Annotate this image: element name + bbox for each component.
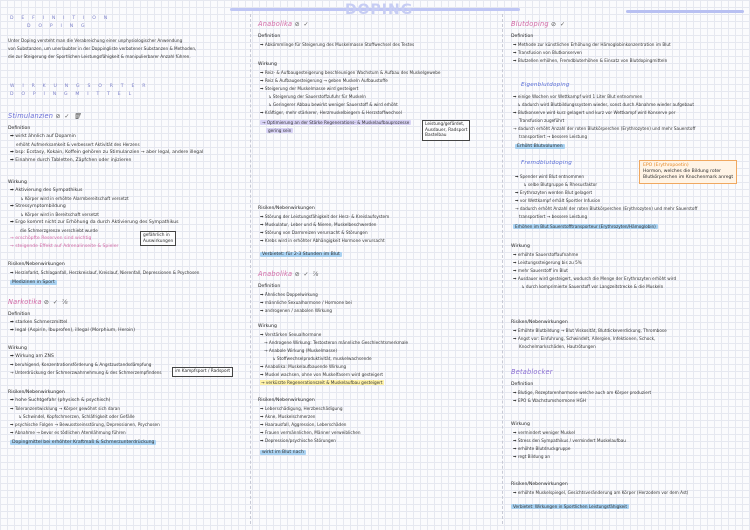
narkotika-risiken-line: ➡ psychische Folgen → Bewusstseinsstörung, Depressionen, Psychosen — [10, 422, 160, 427]
betablocker-badge — [511, 504, 629, 510]
fremdblut-line: transportiert → bessere Leistung — [519, 214, 588, 219]
anabolika-wirkung-line: ➡ Steigerung der Muskelmasse wird gesteigert — [260, 86, 359, 91]
blutdoping-risiken-line: Knochelmarkschäden, Hautrötungen — [519, 344, 596, 349]
anabolika-wirkung-line: ➡ Kräftiger, mehr stärkerer, Herzmuskelbiegern & Herzstoffwechsel — [260, 110, 402, 115]
blutdoping-icons: ⊘ ✓ — [551, 21, 566, 28]
epo-note-line: Blutkörperchen im Knochenmark anregt — [643, 175, 734, 180]
definition-title: D E F I N I T I O N — [10, 16, 111, 21]
eigenblut-line: ↳ dadurch wird Blutbildungssystem wieder, sonst durch Abnahme wieder aufgebaut — [517, 102, 694, 107]
betablocker-wirkung-line: ➡ regt Bildung an — [513, 454, 551, 459]
narkotika-line: ➡ legal (Aspirin, Ibuprofen), illegal (Morphium, Heroin) — [10, 328, 136, 333]
eigenblut-line: ➡ einige Wochen vor Wettkampf wird 1 Liter Blut entnommen — [513, 94, 643, 99]
blutdoping-wirkung-line: ↳ durch komprimierte Sauerstoff vor Langzeitstrecke & die Muskeln — [521, 284, 664, 289]
anabolika2-risiken-line: ➡ Depression/psychische Störungen — [260, 438, 336, 443]
definition-subtitle: D O P I N G — [27, 24, 88, 29]
fremdblut-heading: Fremdblutdoping — [521, 160, 572, 166]
anabolika2-wirkung-line: ➡ Muskel wachsen, ohne von Muskelfasern wird gesteigert — [260, 372, 383, 377]
stimulanzien-icons: ⊘ ✓ 🗑 — [55, 113, 82, 120]
narkotika-risiken-label: Risiken/Nebenwirkungen — [8, 390, 65, 395]
stimulanzien-note-line: Auswirkungen — [143, 238, 174, 244]
anabolika-wirkung-line: ↳ Geringerer Abbau bewirkt weniger Sauerstoff & wird erhöht — [268, 102, 398, 107]
anabolika-risiken-label: Risiken/Nebenwirkungen — [258, 206, 315, 211]
anabolika-heading — [258, 20, 310, 28]
anabolika2-icons: ⊘ ✓ ⅞ — [294, 271, 320, 278]
stimulanzien-badge — [10, 280, 57, 286]
column-2 — [252, 0, 502, 530]
blutdoping-definition-line: ➡ Transfusion von Blutkonserven — [513, 50, 582, 55]
eigenblut-heading: Eigenblutdoping — [521, 82, 570, 88]
betablocker-wirkung-line: ➡ erhöhte Blutdruckgruppe — [513, 446, 571, 451]
stimulanzien-wirkung-label: Wirkung — [8, 180, 27, 185]
blutdoping-risiken-line: ➡ Angst vor: Einfuhrung, Schwindelt, Allergien, Infektionen, Schock, — [513, 336, 656, 341]
stimulanzien-risiken-label: Risiken/Nebenwirkungen — [8, 262, 65, 267]
narkotika-note-box: im Kampfsport / Radsport — [172, 367, 233, 377]
anabolika2-heading — [258, 270, 319, 278]
eigenblut-line: ➡ Blutkonserve wird kurz gelagert und kurz vor Wettkampf wird Konserve per — [513, 110, 676, 115]
anabolika-definition-label: Definition — [258, 34, 281, 39]
anabolika-note-box — [422, 120, 470, 141]
narkotika-risiken-line: ➡ hohe Suchtgefahr (physisch & psychisch) — [10, 398, 111, 403]
narkotika-risiken-line: ↳ Schwindel, Kopfschmerzen, Schläfrigkeit oder Gefälle — [18, 414, 135, 419]
definition-line: die zur Steigerung der Sportlichen Leistungsfähigkeit & manipulierbarer Anzahl führen. — [8, 54, 191, 59]
anabolika-badge — [260, 252, 342, 258]
stimulanzien-wirkung-line: die Schmerzgrenze verschiebt wurde — [20, 228, 98, 233]
wirkorte-title: W I R K U N G S O R T E R — [10, 84, 149, 89]
narkotika-risiken-line: ➡ Toleranzentwicklung → Körper gewöhnt sich daran — [10, 406, 121, 411]
anabolika2-risiken-line: ➡ Frauen vermännlichen, Männer verweiblichen — [260, 430, 361, 435]
narkotika-badge — [10, 440, 156, 446]
anabolika2-risiken-line: ➡ Leberschädigung, Herzbeschädigung — [260, 406, 343, 411]
stimulanzien-note-line: gefährlich in — [143, 233, 170, 238]
eigenblut-line: transportiert → bessere Leistung — [519, 134, 588, 139]
blutdoping-risiken-label: Risiken/Nebenwirkungen — [511, 320, 568, 325]
epo-note-heading: EPO (Erythropoetin) — [643, 163, 689, 168]
stimulanzien-line: ➡ wirkt ähnlich auf Dopamin — [10, 134, 76, 139]
blutdoping-wirkung-line: ➡ Ausdauer wird gesteigert, wodurch die Menge der Erythrozyten erhöht wird — [513, 276, 677, 281]
anabolika2-wirkung-line: ➡ Verstärken Sexualhormone — [260, 332, 322, 337]
stimulanzien-line: ➡ Einahme durch Tabletten, Zäpfchen oder injizieren — [10, 158, 132, 163]
stimulanzien-wirkung-line: ↳ Körper wird in erhöhte Alarmbereitschaft versetzt — [20, 196, 129, 201]
fremdblut-badge — [513, 224, 658, 230]
anabolika2-wirkung-line: ➡ Anabolika: Muskelaufbauende Wirkung — [260, 364, 347, 369]
eigenblut-tag-text: Erhöht Blutvolumen — [517, 144, 563, 149]
narkotika-icons: ⊘ ✓ ⅞ — [43, 299, 69, 306]
betablocker-risiken-label: Risiken/Nebenwirkungen — [511, 482, 568, 487]
fremdblut-badge-text: Erhöhen im Blut Sauerstofftransporteur (Erythrozyten/Hämoglobin) — [515, 224, 656, 229]
blutdoping-heading — [511, 20, 566, 28]
anabolika2-wirkung-line: ↳ Stoffwechselproduktivität, muskelwachsende — [272, 356, 372, 361]
stimulanzien-wirkung-line: ↳ Körper wird in Bereitschaft versetzt — [20, 212, 99, 217]
narkotika-wirkung-line: ➡ Wirkung am ZNS — [10, 354, 54, 359]
anabolika-note-line: Leistung/gefärdet, — [425, 122, 465, 127]
eigenblut-line: → dadurch erhöht Anzahl der roten Blutkörperchen (Erythrozyten) und mehr Sauerstoff — [513, 126, 696, 131]
anabolika-wirkung-line: ➡ Reiz & Aufbaugesteigerung → geben Muskeln Aufbaustoffe — [260, 78, 388, 83]
stimulanzien-heading-text: Stimulanzien — [8, 112, 54, 120]
stimulanzien-heading — [8, 112, 82, 120]
anabolika2-wirkung-line: → Androgene Wirkung: Testosteron männliche Geschlechtsmerkmale — [264, 340, 409, 345]
stimulanzien-wirkung-line: ➡ Ergo kommt nicht zur Erhöhung da durch Aktivierung des Sympathikus — [10, 220, 179, 225]
stimulanzien-note-box — [140, 231, 176, 246]
page-title: DOPING — [345, 2, 414, 18]
betablocker-wirkung-line: ➡ Stress den Sympathikus / vermindert Muskelaufbau — [513, 438, 626, 443]
narkotika-wirkung-line: ➡ beruhigend, Konzentrationsförderung & Angstzustandsdämpfung — [10, 362, 152, 367]
anabolika-highlight — [266, 128, 293, 134]
anabolika-wirkung-line: ➡ Reiz- & Aufbaugesteigerung beschleunigen Wachstum & Aufbau des Muskelgewebe — [260, 70, 441, 75]
anabolika-definition-line: ➡ Abkömmlinge für Steigerung des Muskelmasse Stoffwechsel des Testes — [260, 42, 415, 47]
betablocker-badge-text: Verbietet: Wirkungen in Sportlichen Leistungsfähigkeit — [513, 504, 627, 509]
narkotika-heading — [8, 298, 69, 306]
anabolika2-risiken-label: Risiken/Nebenwirkungen — [258, 398, 315, 403]
eigenblut-tag — [515, 144, 565, 150]
narkotika-heading-text: Narkotika — [8, 298, 42, 306]
stimulanzien-line: erhöht Aufmerksamkeit & verbessert Aktivität des Herzens — [16, 142, 140, 147]
narkotika-wirkung-label: Wirkung — [8, 346, 27, 351]
blutdoping-heading-text: Blutdoping — [511, 20, 549, 28]
narkotika-wirkung-line: → Unterdrückung der Schmerzwahrnehmung & des Schmerzempfindens — [10, 370, 162, 375]
anabolika-risiken-line: ➡ Störung der Leistungsfähigkeit der Herz- & Kreislaufsystem — [260, 214, 390, 219]
betablocker-wirkung-label: Wirkung — [511, 422, 530, 427]
anabolika-wirkung-label: Wirkung — [258, 62, 277, 67]
fremdblut-line: ➡ Spender wird Blut entnommen — [515, 174, 585, 179]
anabolika-highlight-text: gering sein — [268, 128, 292, 133]
anabolika2-definition-line: ➡ androgenen / anabolen Wirkung — [260, 308, 333, 313]
anabolika2-definition-line: ➡ männliche Sexualhormone / Hormone bei — [260, 300, 352, 305]
anabolika-risiken-line: ➡ Krebs wird in erhöhter Abhängigkeit Hormone verursacht — [260, 238, 385, 243]
stimulanzien-wirkung-line: → erschöpfte Reserven sind wichtig — [10, 236, 92, 241]
fremdblut-line: ➡ Erythrozyten werden Blut gelagert — [515, 190, 593, 195]
stimulanzien-wirkung-line: ➡ Stressymptombildung — [10, 204, 66, 209]
stimulanzien-wirkung-line: → steigende Effekt auf Adrenalinseite & Spieler — [10, 244, 119, 249]
anabolika-wirkung-line: ↳ Steigerung der Sauerstoffzufuhr für Muskeln — [268, 94, 366, 99]
epo-note-line: Hormon, welches die Bildung roter — [643, 169, 721, 174]
anabolika2-badge — [260, 450, 306, 456]
anabolika-badge-text: Verbietet: für 2-3 Stunden im Blut — [262, 252, 340, 257]
narkotika-line: ➡ starken Schmerzmittel — [10, 320, 68, 325]
anabolika2-wirkung-label: Wirkung — [258, 324, 277, 329]
narkotika-definition-label: Definition — [8, 312, 31, 317]
epo-note — [639, 160, 737, 184]
stimulanzien-definition-label: Definition — [8, 126, 31, 131]
betablocker-heading: Betablocker — [511, 368, 553, 376]
blutdoping-wirkung-line: ➡ Leistungssteigerung bis zu 5% — [513, 260, 582, 265]
wirkorte-subtitle: D O P I N G M I T T E L — [10, 92, 135, 97]
column-3 — [505, 0, 750, 530]
blutdoping-risiken-line: ➡ Erhöhte Blutbildung → Blut Viskosität, Blutdickeverdickung, Thrombose — [513, 328, 667, 333]
anabolika-note-line: Ausdauer, Radsport — [425, 127, 468, 133]
anabolika2-wirkung-line: → Anabole Wirkung (Muskelmasse) — [264, 348, 338, 353]
anabolika-note-line: Bastelbau — [425, 133, 447, 138]
anabolika-risiken-line: ➡ Störung von Darmreizen verursacht & Störungen — [260, 230, 368, 235]
definition-line: Unter Doping versteht man die Verabreichung einer unphysiologischer Anwendung — [8, 38, 183, 43]
betablocker-risiken-line: ➡ erhöhte Muskelspiegel, Gesichtsveränderung am Körper (Herzodem vor dem Ast) — [513, 490, 689, 495]
betablocker-definition-line: ➡ Blutige, Rezeptorenhormone welche auch am Körper produziert — [513, 390, 652, 395]
anabolika-highlight — [260, 120, 411, 126]
betablocker-definition-label: Definition — [511, 382, 534, 387]
anabolika2-definition-line: ➡ Ähnliches Doppelwirkung — [260, 292, 318, 297]
anabolika2-definition-label: Definition — [258, 284, 281, 289]
narkotika-badge-text: Dopingmittel bei erhöhter Kraftmaß & Schmerzunterdrückung — [12, 440, 155, 445]
stimulanzien-risiken-line: ➡ Herzinfarkt, Schlaganfall, Herzkreislauf, Kreislauf, Nierenfall, Depressionen & Psychosen — [10, 270, 200, 275]
anabolika-heading-text: Anabolika — [258, 20, 293, 28]
anabolika2-heading-text: Anabolika — [258, 270, 293, 278]
anabolika2-risiken-line: ➡ Akne, Muskelschmerzen — [260, 414, 316, 419]
stimulanzien-wirkung-line: ➡ Aktivierung des Sympathikus — [10, 188, 83, 193]
blutdoping-wirkung-line: ➡ erhöhte Sauerstoffaufnahme — [513, 252, 579, 257]
betablocker-definition-line: ➡ EPO & Wachstumshormone HGH — [513, 398, 586, 403]
stimulanzien-badge-text: Medizinen in Sport — [12, 280, 55, 285]
column-divider-2 — [502, 14, 503, 524]
column-1 — [0, 0, 250, 530]
stimulanzien-line: ➡ bsp: Ecstasy, Kokain, Koffein gehören zu Stimulanzien → aber legal, andere illegal — [10, 150, 204, 155]
fremdblut-line: → dadurch erhöht Anzahl der roten Blutkörperchen (Erythrozyten) und mehr Sauerstoff — [515, 206, 698, 211]
narkotika-risiken-line: ➡ Abnahme → bevor es tödlichen Atemlähmung führen — [10, 430, 126, 435]
fremdblut-line: ↳ selbe Blutgruppe & Rhesusfaktor — [523, 182, 598, 187]
anabolika2-badge-text: wirkt im Blut nach — [262, 450, 304, 455]
blutdoping-wirkung-line: ➡ mehr Sauerstoff im Blut — [513, 268, 568, 273]
betablocker-wirkung-line: ➡ vermindert weniger Muskel — [513, 430, 575, 435]
blutdoping-definition-line: ➡ Blutzellen erhöhen, Fremdbluterhöhen & Einsatz von Blutdopingmitteln — [513, 58, 668, 63]
blutdoping-wirkung-label: Wirkung — [511, 244, 530, 249]
anabolika2-wirkung-line — [260, 380, 384, 386]
eigenblut-line: Transfusion zugeführt — [519, 118, 565, 123]
fremdblut-line: ➡ vor Wettkampf erhält Sportler Infusion — [515, 198, 601, 203]
anabolika-risiken-line: ➡ Muskulatur, Leber und & Nieren, Muskelbeschwerden — [260, 222, 377, 227]
anabolika-icons: ⊘ ✓ — [294, 21, 310, 28]
anabolika2-risiken-line: ➡ Haarausfall, Aggression, Leberschäden — [260, 422, 347, 427]
blutdoping-definition-line: ➡ Methode zur künstlichen Erhöhung der Hämoglobinkonzentration im Blut — [513, 42, 671, 47]
definition-line: von Substanzen, um unerlaubter in der Doppingliste verbotener Substanzen & Methoden, — [8, 46, 197, 51]
anabolika2-wirkung-highlight: → verkürzte Regenerationszeit & Muskelaufbau gesteigert — [261, 380, 383, 385]
column-divider-1 — [250, 14, 251, 524]
anabolika-highlight-text: → Optimierung an der Stärke Regenerations- & Muskelaufbauprozesse — [262, 120, 410, 125]
blutdoping-definition-label: Definition — [511, 34, 534, 39]
